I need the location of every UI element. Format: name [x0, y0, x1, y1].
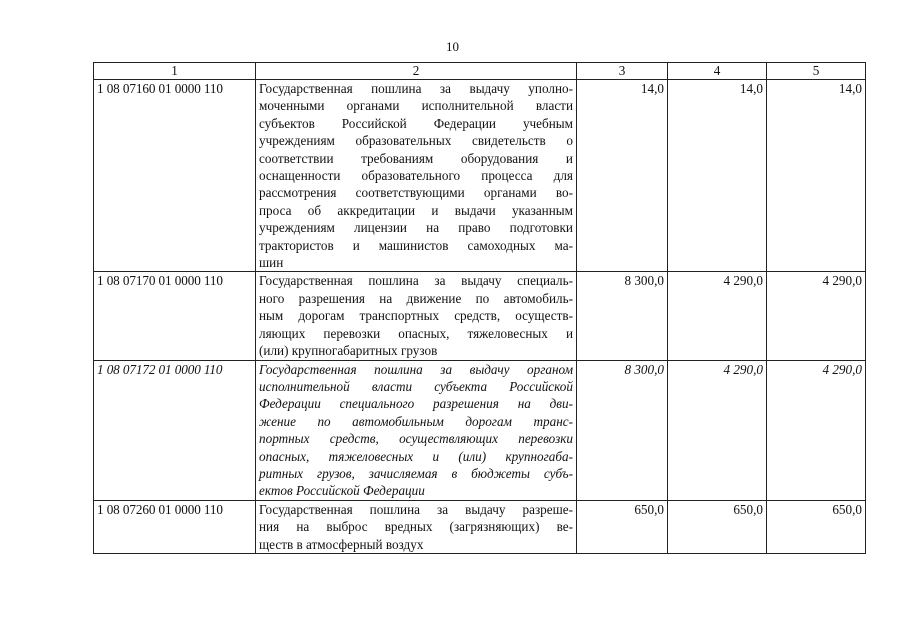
amount-cell-3: 8 300,0 [577, 272, 668, 360]
amount-cell-3: 14,0 [577, 80, 668, 272]
description-line: рассмотрения соответствующими органами во- [259, 185, 573, 201]
description-line: шин [259, 255, 284, 271]
description-line: субъектов Российской Федерации учебным [259, 115, 573, 131]
description-line: ным дорогам транспортных средств, осуществ- [259, 308, 573, 324]
description-line: ляющих перевозки опасных, тяжеловесных и [259, 325, 573, 341]
description-line: учреждениям образовательных свидетельств о [259, 133, 573, 149]
description-line: ния на выброс вредных (загрязняющих) ве- [259, 519, 573, 535]
description-line: исполнительной власти субъекта Российской [259, 378, 573, 394]
budget-code-cell: 1 08 07160 01 0000 110 [94, 80, 256, 272]
description-line: соответствии требованиям оборудования и [259, 150, 573, 166]
table-row [94, 272, 866, 360]
description-line: Государственная пошлина за выдачу органом [259, 361, 573, 377]
description-line: моченными органами исполнительной власти [259, 98, 573, 114]
amount-cell-5: 14,0 [767, 80, 866, 272]
amount-cell-5: 650,0 [767, 500, 866, 553]
description-cell [256, 500, 577, 553]
table-row [94, 80, 866, 272]
description-cell [256, 360, 577, 500]
amount-cell-5: 4 290,0 [767, 272, 866, 360]
amount-cell-4: 4 290,0 [668, 360, 767, 500]
budget-code-cell: 1 08 07172 01 0000 110 [94, 360, 256, 500]
amount-cell-3: 8 300,0 [577, 360, 668, 500]
description-line: ектов Российской Федерации [259, 483, 425, 499]
header-col-2: 2 [256, 63, 577, 80]
description-cell [256, 272, 577, 360]
table-row [94, 360, 866, 500]
description-line: ществ в атмосферный воздух [259, 536, 424, 552]
description-line: Государственная пошлина за выдачу специаль- [259, 273, 573, 289]
description-line: (или) крупногабаритных грузов [259, 343, 438, 359]
description-line: Государственная пошлина за выдачу уполно- [259, 81, 573, 96]
description-line: опасных, тяжеловесных и (или) крупногаба- [259, 448, 573, 464]
budget-table [93, 62, 866, 554]
description-line: трактористов и машинистов самоходных ма- [259, 237, 573, 253]
description-line: Федерации специального разрешения на дви- [259, 396, 573, 412]
description-line: ного разрешения на движение по автомобиль- [259, 290, 573, 306]
amount-cell-4: 650,0 [668, 500, 767, 553]
amount-cell-5: 4 290,0 [767, 360, 866, 500]
table-row [94, 500, 866, 553]
budget-code-cell: 1 08 07170 01 0000 110 [94, 272, 256, 360]
description-line: жение по автомобильным дорогам транс- [259, 413, 573, 429]
header-col-3: 3 [577, 63, 668, 80]
header-col-4: 4 [668, 63, 767, 80]
description-line: ритных грузов, зачисляемая в бюджеты субъ- [259, 465, 573, 481]
amount-cell-4: 4 290,0 [668, 272, 767, 360]
header-col-1: 1 [94, 63, 256, 80]
description-line: Государственная пошлина за выдачу разреше- [259, 501, 573, 517]
description-line: учреждениям лицензии на право подготовки [259, 220, 573, 236]
description-line: проса об аккредитации и выдачи указанным [259, 202, 573, 218]
description-line: оснащенности образовательного процесса для [259, 168, 573, 184]
page-number: 10 [446, 39, 459, 54]
header-row [94, 63, 866, 80]
budget-code-cell: 1 08 07260 01 0000 110 [94, 500, 256, 553]
description-line: портных средств, осуществляющих перевозки [259, 431, 573, 447]
table-body [94, 80, 866, 554]
description-cell [256, 80, 577, 272]
amount-cell-4: 14,0 [668, 80, 767, 272]
header-col-5: 5 [767, 63, 866, 80]
amount-cell-3: 650,0 [577, 500, 668, 553]
